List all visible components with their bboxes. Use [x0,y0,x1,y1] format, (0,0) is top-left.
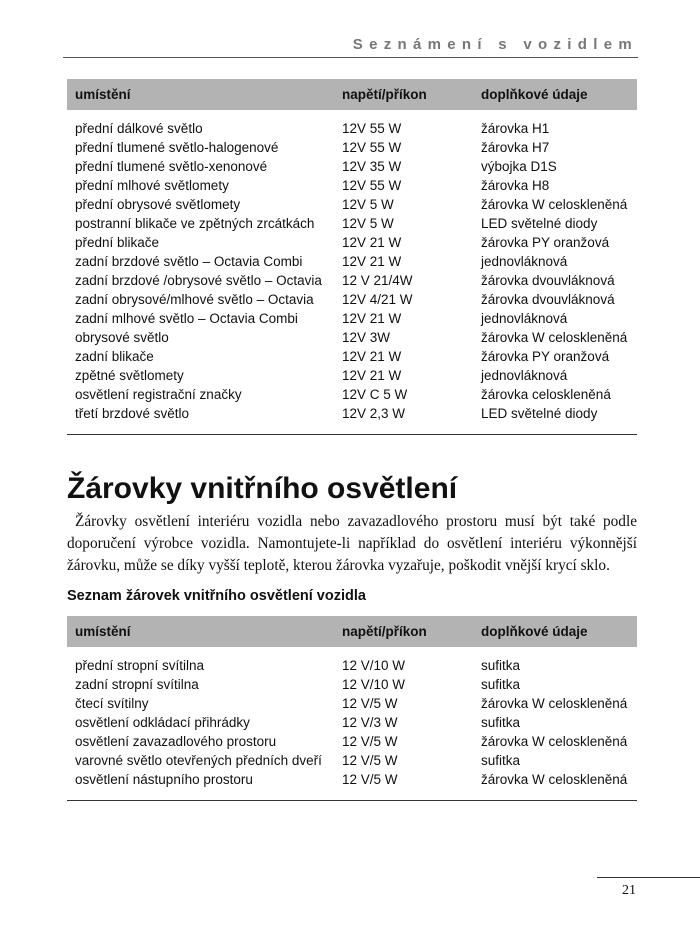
col-power: napětí/příkon [342,624,427,639]
cell-info: žárovka H8 [481,178,550,193]
cell-power: 12V 5 W [342,197,394,212]
cell-power: 12 V/5 W [342,734,398,749]
cell-location: přední blikače [75,235,160,250]
table-row [67,138,637,157]
table-row [67,252,637,271]
table-row [67,309,637,328]
table-row [67,713,637,732]
cell-info: sufitka [481,715,521,730]
cell-info: žárovka H1 [481,121,550,136]
cell-location: přední dálkové světlo [75,121,203,136]
cell-location: zadní stropní svítilna [75,677,199,692]
cell-info: žárovka W celoskleněná [481,197,628,212]
table-row [67,404,637,423]
cell-location: osvětlení registrační značky [75,387,242,402]
cell-power: 12V 21 W [342,235,402,250]
cell-power: 12V 35 W [342,159,402,174]
table-row [67,732,637,751]
page-number: 21 [622,883,636,898]
table-row [67,347,637,366]
cell-location: zadní brzdové světlo – Octavia Combi [75,254,303,269]
cell-info: žárovka celoskleněná [481,387,611,402]
cell-location: přední tlumené světlo-halogenové [75,140,279,155]
interior-bulbs-table [67,616,637,801]
table-row [67,385,637,404]
table-row [67,328,637,347]
table-body [67,119,637,435]
cell-info: výbojka D1S [481,159,557,174]
col-info: doplňkové údaje [481,87,588,102]
cell-location: zadní blikače [75,349,154,364]
cell-info: jednovláknová [481,254,568,269]
cell-info: sufitka [481,677,521,692]
exterior-bulbs-table [67,79,637,435]
cell-location: osvětlení zavazadlového prostoru [75,734,277,749]
cell-info: žárovka dvouvláknová [481,292,615,307]
cell-power: 12V 21 W [342,311,402,326]
cell-info: jednovláknová [481,311,568,326]
cell-location: osvětlení nástupního prostoru [75,772,253,787]
cell-info: žárovka dvouvláknová [481,273,615,288]
table-row [67,290,637,309]
cell-info: žárovka W celoskleněná [481,772,628,787]
cell-info: sufitka [481,753,521,768]
table-row [67,195,637,214]
cell-info: žárovka PY oranžová [481,235,610,250]
table-row [67,214,637,233]
cell-power: 12V 2,3 W [342,406,406,421]
cell-info: sufitka [481,658,521,673]
table-row [67,271,637,290]
cell-power: 12V 21 W [342,368,402,383]
cell-info: LED světelné diody [481,406,598,421]
cell-power: 12 V/10 W [342,677,406,692]
cell-location: postranní blikače ve zpětných zrcátkách [75,216,315,231]
table-caption: Seznam žárovek vnitřního osvětlení vozidla [67,588,366,604]
cell-power: 12V 55 W [342,121,402,136]
cell-info: žárovka H7 [481,140,550,155]
cell-info: žárovka W celoskleněná [481,696,628,711]
cell-location: přední obrysové světlomety [75,197,241,212]
cell-power: 12V 3W [342,330,391,345]
cell-location: obrysové světlo [75,330,169,345]
cell-power: 12 V/5 W [342,696,398,711]
cell-power: 12V C 5 W [342,387,408,402]
cell-power: 12 V/5 W [342,772,398,787]
section-title: Žárovky vnitřního osvětlení [67,472,458,505]
cell-location: přední stropní svítilna [75,658,205,673]
cell-power: 12V 21 W [342,349,402,364]
col-location: umístění [75,87,131,102]
table-header [67,616,637,647]
cell-location: varovné světlo otevřených předních dveří [75,753,322,768]
cell-power: 12 V/5 W [342,753,398,768]
cell-info: žárovka PY oranžová [481,349,610,364]
cell-power: 12V 55 W [342,140,402,155]
table-row [67,233,637,252]
cell-location: zadní brzdové /obrysové světlo – Octavia [75,273,322,288]
cell-info: LED světelné diody [481,216,598,231]
cell-power: 12V 21 W [342,254,402,269]
cell-power: 12 V/10 W [342,658,406,673]
table-row [67,176,637,195]
cell-info: jednovláknová [481,368,568,383]
cell-location: třetí brzdové světlo [75,406,190,421]
cell-power: 12 V/3 W [342,715,398,730]
cell-location: přední mlhové světlomety [75,178,229,193]
col-location: umístění [75,624,131,639]
cell-location: zadní mlhové světlo – Octavia Combi [75,311,298,326]
table-row [67,366,637,385]
cell-location: přední tlumené světlo-xenonové [75,159,268,174]
table-row [67,770,637,789]
cell-power: 12V 55 W [342,178,402,193]
table-header [67,79,637,110]
header-rule [63,57,638,58]
cell-info: žárovka W celoskleněná [481,330,628,345]
paragraph: Žárovky osvětlení interiéru vozidla nebo zavazadlového prostoru musí být také podle doporučení výrobce vozidla. Namontujete-li například do osvětlení interiéru výkonnější žárovku, může se díky vyšší teplotě, kterou žárovka vyzařuje, poškodit vnější krycí sklo. [67,513,637,574]
cell-info: žárovka W celoskleněná [481,734,628,749]
cell-power: 12V 4/21 W [342,292,413,307]
running-head: Seznámení s vozidlem [352,36,638,53]
cell-power: 12V 5 W [342,216,394,231]
table-row [67,157,637,176]
col-power: napětí/příkon [342,87,427,102]
table-row [67,119,637,138]
col-info: doplňkové údaje [481,624,588,639]
cell-location: zpětné světlomety [75,368,184,383]
cell-location: čtecí svítilny [75,696,149,711]
table-row [67,751,637,770]
cell-location: osvětlení odkládací přihrádky [75,715,250,730]
table-row [67,656,637,675]
footer-rule [597,877,700,878]
table-row [67,694,637,713]
table-body [67,656,637,801]
cell-location: zadní obrysové/mlhové světlo – Octavia [75,292,314,307]
cell-power: 12 V 21/4W [342,273,413,288]
table-row [67,675,637,694]
